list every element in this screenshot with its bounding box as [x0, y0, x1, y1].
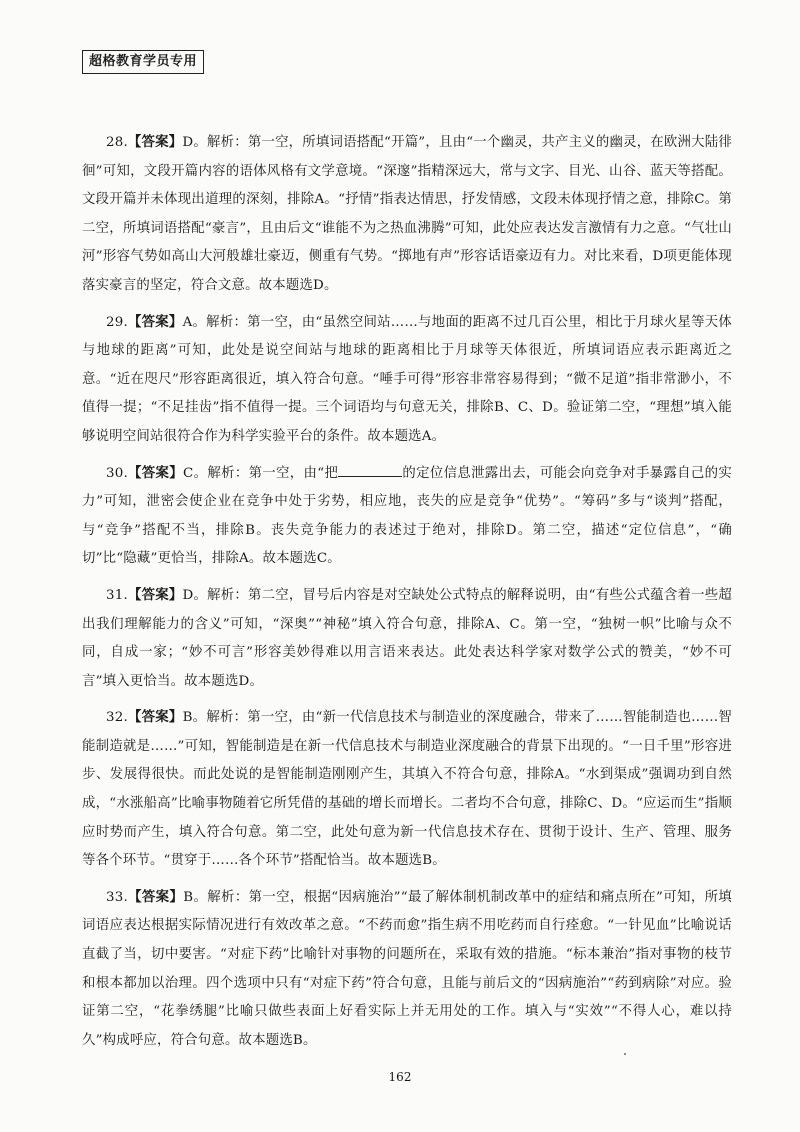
answer-text-before-blank: C。解析：第一空，由“把 [183, 465, 339, 481]
answer-text: B。解析：第一空，由“新一代信息技术与制造业的深度融合，带来了……智能制造也……智能制造就是……”可知，智能制造是在新一代信息技术与制造业深度融合的背景下出现的。“一日千里”形容进步、发展得很快。而此处说的是智能制造刚刚产生，其填入不符合句意，排除A。“水到渠成”强调功到自然成，“水涨船高”比喻事物随着它所凭借的基础的增长而增长。二者均不合句意，排除C、D。“应运而生”指顺应时势而产生，填入符合句意。第二空，此处句意为新一代信息技术存在、贯彻于设计、生产、管理、服务等各个环节。“贯穿于……各个环节”搭配恰当。故本题选B。 [82, 710, 732, 869]
fill-in-blank [338, 462, 402, 477]
answer-item-30 [82, 459, 732, 574]
answer-number: 32. [106, 710, 128, 726]
answer-tag: 【答案】 [127, 586, 183, 603]
page-number: 162 [388, 1070, 412, 1084]
answer-item-32 [82, 703, 732, 876]
answer-tag: 【答案】 [127, 888, 184, 905]
answer-number: 28. [106, 135, 128, 150]
answer-tag: 【答案】 [127, 709, 183, 726]
header-label: 超格教育学员专用 [89, 54, 198, 69]
header-stamp [82, 50, 204, 74]
answer-text-after-blank: 的定位信息泄露出去，可能会向竞争对手暴露自己的实力”可知，泄密会使企业在竞争中处于劣势，相应地，丧失的应是竞争“优势”。“筹码”多与“谈判”搭配，与“竞争”搭配不当，排除B。丧失竞争能力的表述过于绝对，排除D。第二空，描述“定位信息”，“确切”比“隐藏”更恰当，排除A。故本题选C。 [82, 465, 732, 567]
answer-item-33 [82, 883, 732, 1056]
answer-text: B。解析：第一空，根据“因病施治”“最了解体制机制改革中的症结和痛点所在”可知，所填词语应表达根据实际情况进行有效改革之意。“不药而愈”指生病不用吃药而自行痊愈。“一针见血”比喻说话直截了当，切中要害。“对症下药”比喻针对事物的问题所在，采取有效的措施。“标本兼治”指对事物的枝节和根本都加以治理。四个选项中只有“对症下药”符合句意，且能与前后文的“因病施治”“药到病除”对应。验证第二空，“花拳绣腿”比喻只做些表面上好看实际上并无用处的工作。填入与“实效”“不得人心，难以持久”构成呼应，符合句意。故本题选B。 [82, 889, 732, 1048]
answer-number: 30. [106, 465, 128, 481]
answer-text: D。解析：第一空，所填词语搭配“开篇”，且由“一个幽灵，共产主义的幽灵，在欧洲大陆徘徊”可知，文段开篇内容的语体风格有文学意境。“深邃”指精深远大，常与文字、目光、山谷、蓝天等搭配。文段开篇并未体现出道理的深刻，排除A。“抒情”指表达情思，抒发情感，文段未体现抒情之意，排除C。第二空，所填词语搭配“豪言”，且由后文“谁能不为之热血沸腾”可知，此处应表达发言激情有力之意。“气壮山河”形容气势如高山大河般雄壮豪迈，侧重有气势。“掷地有声”形容话语豪迈有力。对比来看，D项更能体现落实豪言的坚定，符合文意。故本题选D。 [82, 135, 732, 293]
answer-tag: 【答案】 [127, 134, 183, 150]
answer-tag: 【答案】 [127, 313, 183, 330]
answer-text: A。解析：第一空，由“虽然空间站……与地面的距离不过几百公里，相比于月球火星等天体与地球的距离”可知，此处是说空间站与地球的距离相比于月球等天体很近，所填词语应表示距离近之意。“近在咫尺”形容距离很近，填入符合句意。“唾手可得”形容非常容易得到；“微不足道”指非常渺小，不值得一提；“不足挂齿”指不值得一提。三个词语均与句意无关，排除B、C、D。验证第二空，“理想”填入能够说明空间站很符合作为科学实验平台的条件。故本题选A。 [82, 314, 732, 444]
answer-item-28 [82, 128, 732, 301]
answer-tag: 【答案】 [127, 464, 184, 481]
answer-number: 33. [106, 889, 128, 905]
answer-number: 29. [106, 314, 128, 330]
answer-number: 31. [106, 587, 128, 603]
answer-item-29 [82, 308, 732, 452]
answer-item-31 [82, 581, 732, 696]
answer-text: D。解析：第二空，冒号后内容是对空缺处公式特点的解释说明，由“有些公式蕴含着一些超出我们理解能力的含义”可知，“深奥”“神秘”填入符合句意，排除A、C。第一空，“独树一帜”比喻与众不同，自成一家；“妙不可言”形容美妙得难以用言语来表达。此处表达科学家对数学公式的赞美，“妙不可言”填入更恰当。故本题选D。 [82, 587, 732, 689]
answer-list [82, 128, 732, 1062]
scan-speck [624, 1053, 626, 1055]
